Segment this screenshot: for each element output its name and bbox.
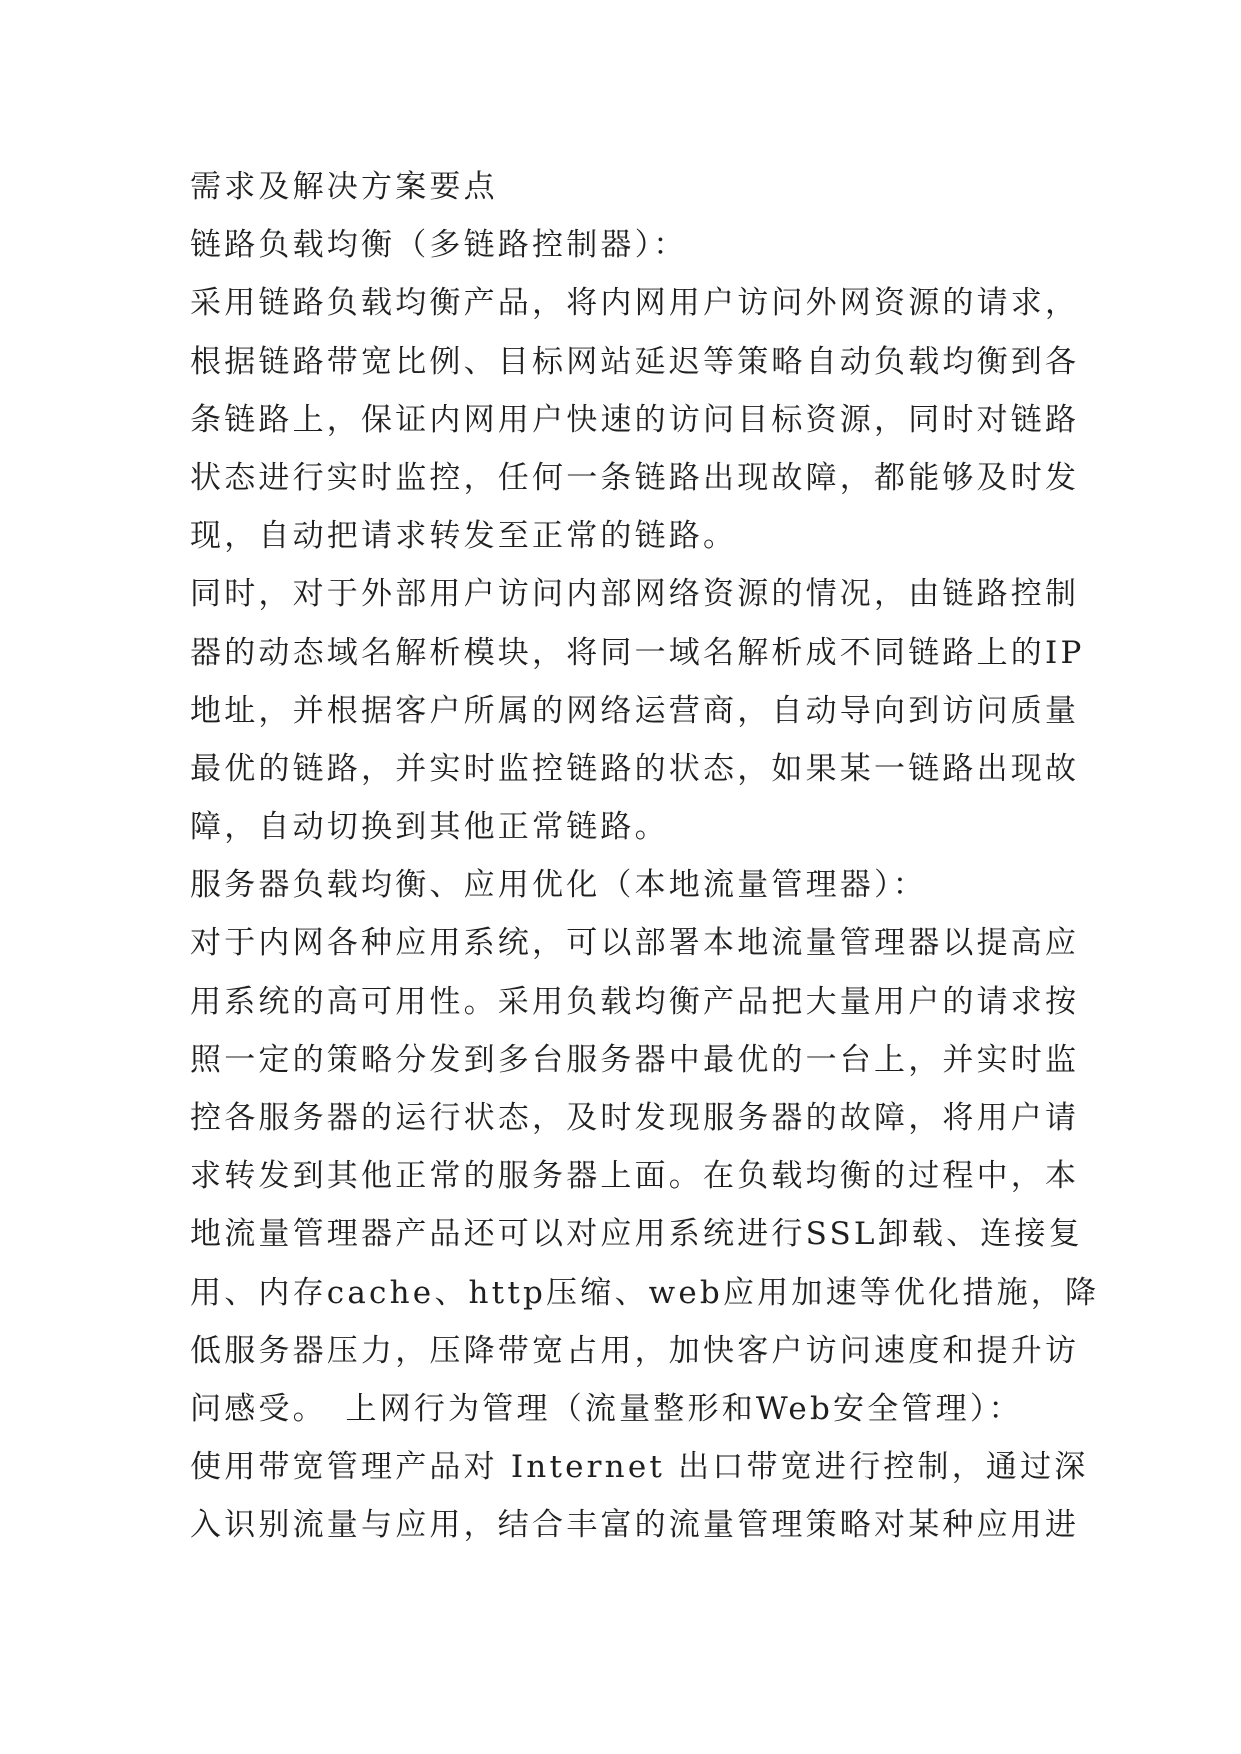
paragraph-line-with-subheading: 问感受。 上网行为管理（流量整形和Web安全管理）： xyxy=(190,1390,1023,1427)
paragraph-line: 低服务器压力，压降带宽占用，加快客户访问速度和提升访 xyxy=(190,1332,1080,1369)
paragraph-line: 控各服务器的运行状态，及时发现服务器的故障，将用户请 xyxy=(190,1100,1080,1136)
subheading-server-load-balancing: 服务器负载均衡、应用优化（本地流量管理器）： xyxy=(190,867,927,904)
document-body xyxy=(190,158,1110,1555)
paragraph-line: 照一定的策略分发到多台服务器中最优的一台上，并实时监 xyxy=(190,1041,1080,1078)
paragraph-line: 根据链路带宽比例、目标网站延迟等策略自动负载均衡到各 xyxy=(190,343,1080,380)
paragraph-line: 同时，对于外部用户访问内部网络资源的情况，由链路控制 xyxy=(190,576,1080,613)
paragraph-line: 地址，并根据客户所属的网络运营商，自动导向到访问质量 xyxy=(190,692,1080,729)
paragraph-line: 地流量管理器产品还可以对应用系统进行SSL卸载、连接复 xyxy=(190,1216,1083,1253)
paragraph-line: 用、内存cache、http压缩、web应用加速等优化措施，降 xyxy=(190,1274,1100,1311)
paragraph-line: 用系统的高可用性。采用负载均衡产品把大量用户的请求按 xyxy=(190,983,1080,1020)
subheading-link-load-balancing: 链路负载均衡（多链路控制器）： xyxy=(190,227,688,264)
paragraph-line: 现，自动把请求转发至正常的链路。 xyxy=(190,518,738,555)
paragraph-line: 求转发到其他正常的服务器上面。在负载均衡的过程中，本 xyxy=(190,1158,1080,1195)
paragraph-line: 对于内网各种应用系统，可以部署本地流量管理器以提高应 xyxy=(190,925,1080,962)
paragraph-line: 入识别流量与应用，结合丰富的流量管理策略对某种应用进 xyxy=(190,1507,1080,1544)
paragraph-line: 状态进行实时监控，任何一条链路出现故障，都能够及时发 xyxy=(190,459,1080,496)
paragraph-line: 条链路上，保证内网用户快速的访问目标资源，同时对链路 xyxy=(190,401,1080,438)
paragraph-line: 使用带宽管理产品对 Internet 出口带宽进行控制，通过深 xyxy=(190,1449,1089,1486)
paragraph-line: 采用链路负载均衡产品，将内网用户访问外网资源的请求， xyxy=(190,285,1080,322)
section-heading: 需求及解决方案要点 xyxy=(190,169,498,205)
paragraph-line: 器的动态域名解析模块，将同一域名解析成不同链路上的IP xyxy=(190,634,1085,671)
paragraph-line: 最优的链路，并实时监控链路的状态，如果某一链路出现故 xyxy=(190,750,1080,787)
paragraph-line: 障，自动切换到其他正常链路。 xyxy=(190,809,669,846)
